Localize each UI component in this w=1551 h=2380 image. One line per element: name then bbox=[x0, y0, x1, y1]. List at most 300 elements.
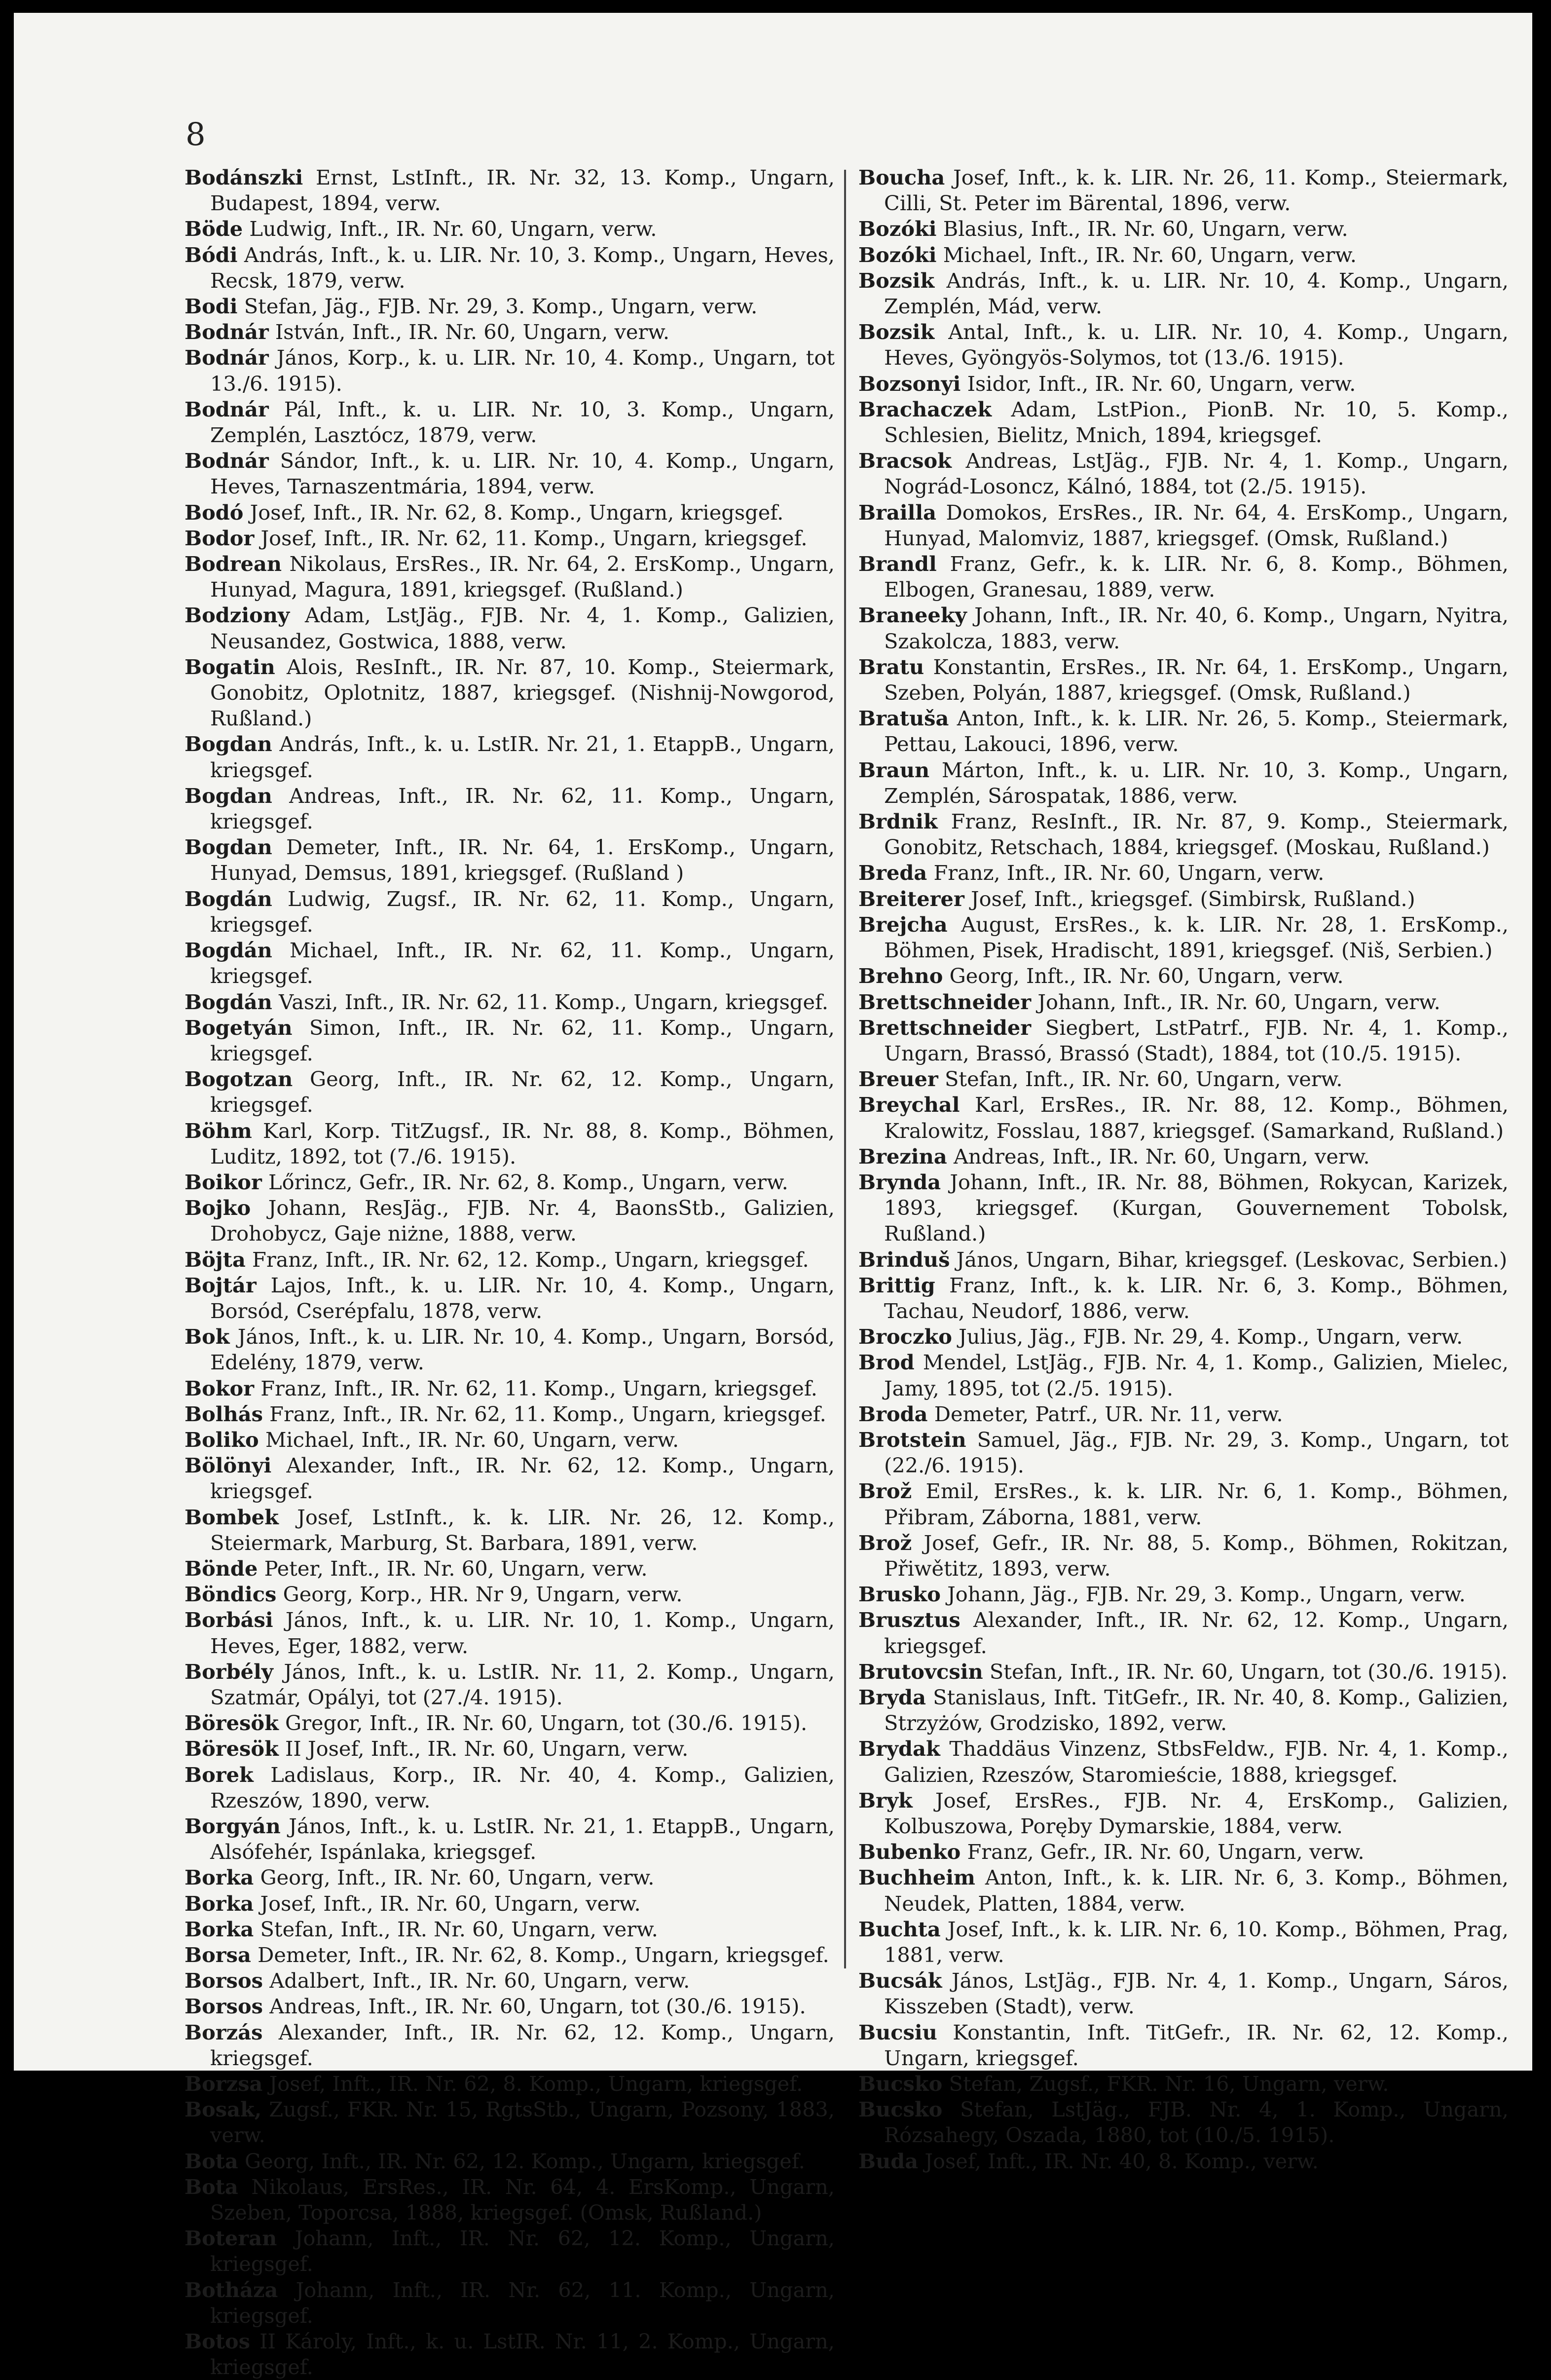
list-entry bbox=[858, 1530, 1509, 1582]
entry-details: Georg, Inft., IR. Nr. 60, Ungarn, verw. bbox=[949, 964, 1344, 988]
entry-details: Johann, Inft., IR. Nr. 62, 11. Komp., Ungarn, kriegsgef. bbox=[210, 2277, 835, 2328]
entry-details: Lőrincz, Gefr., IR. Nr. 62, 8. Komp., Ungarn, verw. bbox=[268, 1170, 788, 1194]
list-entry bbox=[858, 2097, 1509, 2148]
list-entry bbox=[858, 1685, 1509, 1736]
entry-surname: Brož bbox=[858, 1530, 912, 1555]
entry-details: Nikolaus, ErsRes., IR. Nr. 64, 4. ErsKomp., Ungarn, Szeben, Toporcsa, 1888, kriegsgef. (Omsk, Rußland.) bbox=[210, 2174, 835, 2225]
list-entry bbox=[185, 551, 835, 603]
entry-details: Anton, Inft., k. k. LIR. Nr. 6, 3. Komp., Böhmen, Neudek, Platten, 1884, verw. bbox=[884, 1865, 1509, 1916]
entry-surname: Borka bbox=[185, 1865, 254, 1890]
entry-details: János, Inft., k. u. LIR. Nr. 10, 1. Komp., Ungarn, Heves, Eger, 1882, verw. bbox=[210, 1608, 835, 1658]
entry-surname: Böde bbox=[185, 217, 243, 241]
entry-details: János, Ungarn, Bihar, kriegsgef. (Leskovac, Serbien.) bbox=[956, 1247, 1508, 1272]
entry-surname: Braun bbox=[858, 757, 930, 782]
entry-surname: Bodnár bbox=[185, 345, 269, 370]
entry-details: János, Inft., k. u. LstIR. Nr. 11, 2. Komp., Ungarn, Szatmár, Opályi, tot (27./4. 1915). bbox=[210, 1659, 835, 1709]
list-entry bbox=[858, 1144, 1509, 1170]
list-entry bbox=[185, 1376, 835, 1401]
list-entry bbox=[858, 319, 1509, 371]
entry-surname: Borzás bbox=[185, 2020, 263, 2044]
entry-surname: Borek bbox=[185, 1762, 254, 1787]
list-entry bbox=[858, 448, 1509, 499]
list-entry bbox=[858, 268, 1509, 319]
list-entry bbox=[858, 1401, 1509, 1427]
list-entry bbox=[185, 1324, 835, 1375]
entry-details: Andreas, Inft., IR. Nr. 60, Ungarn, verw. bbox=[953, 1144, 1370, 1169]
list-entry bbox=[858, 706, 1509, 757]
entry-surname: Bozóki bbox=[858, 242, 937, 267]
list-entry bbox=[185, 1968, 835, 1994]
entry-surname: Bogetyán bbox=[185, 1015, 293, 1040]
list-entry bbox=[185, 1891, 835, 1917]
list-entry bbox=[858, 2071, 1509, 2097]
list-entry bbox=[858, 1170, 1509, 1247]
entry-surname: Brandl bbox=[858, 552, 937, 576]
entry-details: Anton, Inft., k. k. LIR. Nr. 26, 5. Komp., Steiermark, Pettau, Lakouci, 1896, verw. bbox=[884, 706, 1509, 756]
entry-surname: Brachaczek bbox=[858, 397, 992, 421]
list-entry bbox=[185, 1015, 835, 1066]
entry-details: Josef, Inft., k. k. LIR. Nr. 26, 11. Komp., Steiermark, Cilli, St. Peter im Bärental, 1896, verw. bbox=[884, 165, 1509, 216]
entry-surname: Bolhás bbox=[185, 1401, 263, 1426]
list-entry bbox=[858, 1015, 1509, 1066]
entry-details: Ernst, LstInft., IR. Nr. 32, 13. Komp., Ungarn, Budapest, 1894, verw. bbox=[210, 165, 835, 216]
list-entry bbox=[185, 216, 835, 242]
entry-surname: Brod bbox=[858, 1350, 915, 1375]
list-entry bbox=[858, 1968, 1509, 2019]
entry-details: Johann, ResJäg., FJB. Nr. 4, BaonsStb., Galizien, Drohobycz, Gaje niżne, 1888, verw. bbox=[210, 1196, 835, 1246]
list-entry bbox=[858, 1247, 1509, 1273]
entry-surname: Brettschneider bbox=[858, 989, 1032, 1014]
entry-surname: Brynda bbox=[858, 1170, 941, 1194]
entry-surname: Breychal bbox=[858, 1093, 960, 1117]
entry-details: István, Inft., IR. Nr. 60, Ungarn, verw. bbox=[275, 320, 670, 344]
entry-details: Andreas, Inft., IR. Nr. 62, 11. Komp., Ungarn, kriegsgef. bbox=[210, 783, 835, 834]
entry-details: Samuel, Jäg., FJB. Nr. 29, 3. Komp., Ungarn, tot (22./6. 1915). bbox=[884, 1427, 1509, 1478]
entry-details: Josef, ErsRes., FJB. Nr. 4, ErsKomp., Galizien, Kolbuszowa, Poręby Dymarskie, 1884, verw. bbox=[884, 1788, 1509, 1838]
entry-details: Adalbert, Inft., IR. Nr. 60, Ungarn, verw. bbox=[269, 1968, 690, 1993]
entry-surname: Bryda bbox=[858, 1685, 926, 1709]
entry-surname: Bogdan bbox=[185, 783, 272, 808]
entry-surname: Böndics bbox=[185, 1582, 277, 1607]
entry-surname: Brettschneider bbox=[858, 1015, 1032, 1040]
entry-surname: Bódi bbox=[185, 242, 238, 267]
entry-details: Stefan, Jäg., FJB. Nr. 29, 3. Komp., Ungarn, verw. bbox=[244, 294, 758, 319]
list-entry bbox=[185, 526, 835, 551]
page-number: 8 bbox=[185, 116, 206, 153]
list-entry bbox=[185, 886, 835, 938]
list-entry bbox=[858, 1273, 1509, 1324]
entry-details: Johann, Inft., IR. Nr. 60, Ungarn, verw. bbox=[1037, 989, 1440, 1014]
entry-surname: Brdnik bbox=[858, 809, 938, 834]
entry-details: Demeter, Patrf., UR. Nr. 11, verw. bbox=[934, 1401, 1283, 1426]
entry-surname: Borka bbox=[185, 1917, 254, 1941]
entry-details: Nikolaus, ErsRes., IR. Nr. 64, 2. ErsKomp., Ungarn, Hunyad, Magura, 1891, kriegsgef. (Rußland.) bbox=[210, 552, 835, 602]
list-entry bbox=[185, 2020, 835, 2071]
entry-details: II Josef, Inft., IR. Nr. 60, Ungarn, verw. bbox=[285, 1737, 689, 1761]
list-entry bbox=[858, 1324, 1509, 1350]
entry-details: Demeter, Inft., IR. Nr. 64, 1. ErsKomp., Ungarn, Hunyad, Demsus, 1891, kriegsgef. (Rußland ) bbox=[210, 835, 835, 885]
entry-details: Mendel, LstJäg., FJB. Nr. 4, 1. Komp., Galizien, Mielec, Jamy, 1895, tot (2./5. 1915). bbox=[884, 1350, 1509, 1400]
list-entry bbox=[858, 165, 1509, 216]
entry-surname: Bota bbox=[185, 2174, 238, 2199]
entry-surname: Bryk bbox=[858, 1788, 913, 1813]
entry-details: Stefan, LstJäg., FJB. Nr. 4, 1. Komp., Ungarn, Rózsahegy, Oszada, 1880, tot (10./5. 1915). bbox=[884, 2097, 1509, 2148]
entry-details: Stefan, Inft., IR. Nr. 60, Ungarn, tot (30./6. 1915). bbox=[989, 1659, 1508, 1684]
entry-details: Andreas, LstJäg., FJB. Nr. 4, 1. Komp., Ungarn, Nográd-Losoncz, Kálnó, 1884, tot (2./5. 1915). bbox=[884, 449, 1509, 499]
entry-details: Lajos, Inft., k. u. LIR. Nr. 10, 4. Komp., Ungarn, Borsód, Cserépfalu, 1878, verw. bbox=[210, 1273, 835, 1323]
entry-surname: Borka bbox=[185, 1891, 254, 1916]
list-entry bbox=[185, 1710, 835, 1736]
list-entry bbox=[858, 1066, 1509, 1092]
entry-details: János, Inft., k. u. LstIR. Nr. 21, 1. EtappB., Ungarn, Alsófehér, Ispánlaka, kriegsgef. bbox=[210, 1814, 835, 1864]
entry-surname: Bucsko bbox=[858, 2072, 943, 2096]
entry-details: András, Inft., k. u. LIR. Nr. 10, 4. Komp., Ungarn, Zemplén, Mád, verw. bbox=[884, 268, 1509, 319]
entry-details: Adam, LstJäg., FJB. Nr. 4, 1. Komp., Galizien, Neusandez, Gostwica, 1888, verw. bbox=[210, 603, 835, 653]
entry-details: Stefan, Inft., IR. Nr. 60, Ungarn, verw. bbox=[945, 1067, 1343, 1092]
entry-surname: Borbási bbox=[185, 1608, 273, 1632]
entry-surname: Bubenko bbox=[858, 1840, 961, 1864]
entry-details: Pál, Inft., k. u. LIR. Nr. 10, 3. Komp., Ungarn, Zemplén, Lasztócz, 1879, verw. bbox=[210, 397, 835, 448]
entry-details: Ludwig, Zugsf., IR. Nr. 62, 11. Komp., Ungarn, kriegsgef. bbox=[210, 886, 835, 937]
list-entry bbox=[185, 1247, 835, 1273]
list-entry bbox=[858, 1917, 1509, 1968]
list-entry bbox=[185, 1917, 835, 1942]
entry-details: Antal, Inft., k. u. LIR. Nr. 10, 4. Komp., Ungarn, Heves, Gyöngyös-Solymos, tot (13./6. 1915). bbox=[884, 320, 1509, 370]
list-entry bbox=[185, 1556, 835, 1582]
entry-surname: Bogatin bbox=[185, 654, 275, 679]
entry-surname: Boikor bbox=[185, 1170, 262, 1194]
entry-details: Franz, Inft., IR. Nr. 62, 11. Komp., Ungarn, kriegsgef. bbox=[269, 1401, 826, 1426]
entry-details: Josef, Inft., IR. Nr. 62, 8. Komp., Ungarn, kriegsgef. bbox=[250, 500, 784, 525]
entry-details: Julius, Jäg., FJB. Nr. 29, 4. Komp., Ungarn, verw. bbox=[959, 1324, 1463, 1349]
entry-surname: Bodánszki bbox=[185, 165, 303, 189]
entry-details: Alexander, Inft., IR. Nr. 62, 12. Komp., Ungarn, kriegsgef. bbox=[210, 2020, 835, 2070]
list-entry bbox=[185, 500, 835, 526]
entry-details: Josef, Inft., IR. Nr. 62, 8. Komp., Ungarn, kriegsgef. bbox=[269, 2072, 803, 2096]
entry-surname: Borbély bbox=[185, 1659, 273, 1684]
entry-surname: Brydak bbox=[858, 1737, 940, 1761]
entry-details: Franz, Inft., k. k. LIR. Nr. 6, 3. Komp., Böhmen, Tachau, Neudorf, 1886, verw. bbox=[884, 1273, 1509, 1323]
list-entry bbox=[185, 1505, 835, 1556]
list-entry bbox=[185, 1736, 835, 1762]
entry-details: Zugsf., FKR. Nr. 15, RgtsStb., Ungarn, Pozsony, 1883, verw. bbox=[210, 2097, 835, 2148]
entry-details: Josef, Inft., IR. Nr. 40, 8. Komp., verw. bbox=[924, 2149, 1319, 2173]
list-entry bbox=[858, 371, 1509, 397]
entry-surname: Bucsák bbox=[858, 1968, 942, 1993]
entry-surname: Boteran bbox=[185, 2226, 277, 2251]
entry-surname: Brehno bbox=[858, 964, 943, 988]
list-entry bbox=[185, 1118, 835, 1170]
list-entry bbox=[185, 165, 835, 216]
entry-surname: Bogotzan bbox=[185, 1067, 293, 1092]
entry-details: Johann, Jäg., FJB. Nr. 29, 3. Komp., Ungarn, verw. bbox=[947, 1582, 1466, 1607]
entry-details: Konstantin, Inft. TitGefr., IR. Nr. 62, 12. Komp., Ungarn, kriegsgef. bbox=[884, 2020, 1509, 2070]
list-entry bbox=[185, 345, 835, 396]
entry-surname: Bota bbox=[185, 2149, 238, 2173]
entry-details: Sándor, Inft., k. u. LIR. Nr. 10, 4. Komp., Ungarn, Heves, Tarnaszentmária, 1894, verw. bbox=[210, 449, 835, 499]
entry-surname: Bodor bbox=[185, 526, 255, 550]
entry-surname: Brusko bbox=[858, 1582, 941, 1607]
list-entry bbox=[185, 1427, 835, 1453]
entry-surname: Bok bbox=[185, 1324, 230, 1349]
entry-surname: Bönde bbox=[185, 1556, 258, 1581]
list-entry bbox=[185, 2071, 835, 2097]
entry-details: Karl, Korp. TitZugsf., IR. Nr. 88, 8. Komp., Böhmen, Luditz, 1892, tot (7./6. 1915). bbox=[210, 1118, 835, 1169]
entry-surname: Bodnár bbox=[185, 397, 269, 421]
list-entry bbox=[858, 1350, 1509, 1401]
entry-surname: Bratu bbox=[858, 654, 924, 679]
list-entry bbox=[858, 963, 1509, 989]
entry-surname: Bogdan bbox=[185, 835, 272, 860]
entry-surname: Brotstein bbox=[858, 1427, 966, 1452]
list-entry bbox=[858, 1607, 1509, 1659]
entry-details: Stefan, Inft., IR. Nr. 60, Ungarn, verw. bbox=[260, 1917, 658, 1941]
entry-surname: Böjta bbox=[185, 1247, 246, 1272]
entry-surname: Bodnár bbox=[185, 320, 269, 344]
entry-details: Domokos, ErsRes., IR. Nr. 64, 4. ErsKomp., Ungarn, Hunyad, Malomviz, 1887, kriegsgef. (Omsk, Rußland.) bbox=[884, 500, 1509, 550]
entry-details: Franz, Gefr., IR. Nr. 60, Ungarn, verw. bbox=[967, 1840, 1365, 1864]
list-entry bbox=[858, 1427, 1509, 1478]
entry-details: Adam, LstPion., PionB. Nr. 10, 5. Komp., Schlesien, Bielitz, Mnich, 1894, kriegsgef. bbox=[884, 397, 1509, 448]
entry-surname: Botháza bbox=[185, 2277, 278, 2302]
entry-details: János, Inft., k. u. LIR. Nr. 10, 4. Komp., Ungarn, Borsód, Edelény, 1879, verw. bbox=[210, 1324, 835, 1375]
entry-details: Josef, Inft., k. k. LIR. Nr. 6, 10. Komp., Böhmen, Prag, 1881, verw. bbox=[884, 1917, 1509, 1967]
entry-surname: Bokor bbox=[185, 1376, 255, 1400]
entry-details: Georg, Inft., IR. Nr. 62, 12. Komp., Ungarn, kriegsgef. bbox=[210, 1067, 835, 1117]
list-entry bbox=[185, 2226, 835, 2277]
list-entry bbox=[858, 1736, 1509, 1787]
entry-surname: Bojtár bbox=[185, 1273, 257, 1297]
list-entry bbox=[185, 938, 835, 989]
entry-surname: Brož bbox=[858, 1479, 912, 1504]
entry-surname: Breda bbox=[858, 861, 927, 885]
list-entry bbox=[185, 1994, 835, 2019]
entry-surname: Bozsik bbox=[858, 268, 935, 293]
list-entry bbox=[185, 2329, 835, 2380]
entry-details: András, Inft., k. u. LIR. Nr. 10, 3. Komp., Ungarn, Heves, Recsk, 1879, verw. bbox=[210, 242, 835, 293]
list-entry bbox=[858, 886, 1509, 912]
column-divider bbox=[844, 170, 846, 1968]
list-entry bbox=[185, 1170, 835, 1195]
entry-details: Ludwig, Inft., IR. Nr. 60, Ungarn, verw. bbox=[249, 217, 657, 241]
entry-surname: Bölönyi bbox=[185, 1453, 272, 1478]
right-column bbox=[858, 165, 1509, 2174]
entry-details: Simon, Inft., IR. Nr. 62, 11. Komp., Ungarn, kriegsgef. bbox=[210, 1015, 835, 1065]
list-entry bbox=[185, 397, 835, 448]
entry-details: Peter, Inft., IR. Nr. 60, Ungarn, verw. bbox=[264, 1556, 648, 1581]
entry-details: II Károly, Inft., k. u. LstIR. Nr. 11, 2. Komp., Ungarn, kriegsgef. bbox=[210, 2329, 835, 2380]
entry-surname: Borgyán bbox=[185, 1814, 281, 1838]
list-entry bbox=[858, 551, 1509, 603]
list-entry bbox=[185, 1762, 835, 1813]
entry-surname: Brinduš bbox=[858, 1247, 950, 1272]
list-entry bbox=[858, 2020, 1509, 2071]
entry-surname: Bodó bbox=[185, 500, 244, 525]
entry-details: Franz, ResInft., IR. Nr. 87, 9. Komp., Steiermark, Gonobitz, Retschach, 1884, kriegsgef. (Moskau, Rußland.) bbox=[884, 809, 1509, 860]
entry-details: Georg, Inft., IR. Nr. 60, Ungarn, verw. bbox=[260, 1865, 655, 1890]
entry-surname: Bogdán bbox=[185, 938, 272, 963]
entry-details: Georg, Korp., HR. Nr 9, Ungarn, verw. bbox=[283, 1582, 683, 1607]
entry-details: Siegbert, LstPatrf., FJB. Nr. 4, 1. Komp., Ungarn, Brassó, Brassó (Stadt), 1884, tot (10./5. 1915). bbox=[884, 1015, 1509, 1065]
list-entry bbox=[185, 783, 835, 834]
list-entry bbox=[858, 860, 1509, 886]
entry-surname: Borsos bbox=[185, 1968, 263, 1993]
entry-surname: Boliko bbox=[185, 1427, 259, 1452]
entry-surname: Böresök bbox=[185, 1711, 279, 1736]
entry-surname: Braneeky bbox=[858, 603, 967, 628]
list-entry bbox=[185, 448, 835, 499]
list-entry bbox=[858, 1478, 1509, 1530]
entry-surname: Bozóki bbox=[858, 217, 937, 241]
list-entry bbox=[185, 1273, 835, 1324]
list-entry bbox=[185, 1813, 835, 1865]
entry-surname: Bojko bbox=[185, 1196, 251, 1220]
entry-details: Josef, Inft., kriegsgef. (Simbirsk, Rußland.) bbox=[971, 886, 1415, 911]
entry-details: Stanislaus, Inft. TitGefr., IR. Nr. 40, 8. Komp., Galizien, Strzyżów, Grodzisko, 1892, verw. bbox=[884, 1685, 1509, 1736]
list-entry bbox=[858, 989, 1509, 1015]
entry-details: Márton, Inft., k. u. LIR. Nr. 10, 3. Komp., Ungarn, Zemplén, Sárospatak, 1886, verw. bbox=[884, 757, 1509, 808]
entry-surname: Bodi bbox=[185, 294, 238, 319]
entry-surname: Breuer bbox=[858, 1067, 938, 1092]
entry-details: Johann, Inft., IR. Nr. 40, 6. Komp., Ungarn, Nyitra, Szakolcza, 1883, verw. bbox=[884, 603, 1509, 653]
entry-surname: Buchheim bbox=[858, 1865, 975, 1890]
entry-details: Vaszi, Inft., IR. Nr. 62, 11. Komp., Ungarn, kriegsgef. bbox=[279, 989, 829, 1014]
list-entry bbox=[185, 2277, 835, 2329]
entry-details: Konstantin, ErsRes., IR. Nr. 64, 1. ErsKomp., Ungarn, Szeben, Polyán, 1887, kriegsgef. (Omsk, Rußland.) bbox=[884, 654, 1509, 705]
list-entry bbox=[858, 603, 1509, 654]
entry-details: Johann, Inft., IR. Nr. 62, 12. Komp., Ungarn, kriegsgef. bbox=[210, 2226, 835, 2276]
entry-details: Alexander, Inft., IR. Nr. 62, 12. Komp., Ungarn, kriegsgef. bbox=[884, 1608, 1509, 1658]
entry-details: Josef, Gefr., IR. Nr. 88, 5. Komp., Böhmen, Rokitzan, Přiwětitz, 1893, verw. bbox=[884, 1530, 1509, 1581]
entry-surname: Bogdán bbox=[185, 886, 272, 911]
entry-surname: Borzsa bbox=[185, 2072, 263, 2096]
entry-surname: Broczko bbox=[858, 1324, 952, 1349]
entry-details: Stefan, Zugsf., FKR. Nr. 16, Ungarn, verw. bbox=[949, 2072, 1389, 2096]
entry-details: Franz, Inft., IR. Nr. 62, 11. Komp., Ungarn, kriegsgef. bbox=[260, 1376, 817, 1400]
entry-surname: Brejcha bbox=[858, 912, 948, 937]
entry-details: Blasius, Inft., IR. Nr. 60, Ungarn, verw. bbox=[943, 217, 1348, 241]
entry-surname: Boucha bbox=[858, 165, 945, 189]
entry-surname: Bratuša bbox=[858, 706, 949, 731]
entry-surname: Brailla bbox=[858, 500, 937, 525]
list-entry bbox=[858, 654, 1509, 706]
entry-surname: Bogdán bbox=[185, 989, 272, 1014]
entry-surname: Borsa bbox=[185, 1943, 251, 1967]
list-entry bbox=[185, 1195, 835, 1247]
entry-details: Alexander, Inft., IR. Nr. 62, 12. Komp., Ungarn, kriegsgef. bbox=[210, 1453, 835, 1504]
entry-surname: Brusztus bbox=[858, 1608, 960, 1632]
list-entry bbox=[185, 1066, 835, 1118]
entry-details: Emil, ErsRes., k. k. LIR. Nr. 6, 1. Komp., Böhmen, Přibram, Záborna, 1881, verw. bbox=[884, 1479, 1509, 1529]
entry-surname: Bodnár bbox=[185, 449, 269, 473]
entry-surname: Bodziony bbox=[185, 603, 290, 628]
list-entry bbox=[858, 2149, 1509, 2174]
entry-details: Isidor, Inft., IR. Nr. 60, Ungarn, verw. bbox=[967, 371, 1356, 396]
entry-surname: Bozsik bbox=[858, 320, 935, 344]
list-entry bbox=[858, 809, 1509, 860]
entry-details: Josef, LstInft., k. k. LIR. Nr. 26, 12. Komp., Steiermark, Marburg, St. Barbara, 1891, verw. bbox=[210, 1505, 835, 1555]
list-entry bbox=[185, 2097, 835, 2148]
entry-details: Michael, Inft., IR. Nr. 60, Ungarn, verw. bbox=[943, 242, 1357, 267]
entry-surname: Buchta bbox=[858, 1917, 941, 1941]
entry-details: Ladislaus, Korp., IR. Nr. 40, 4. Komp., Galizien, Rzeszów, 1890, verw. bbox=[210, 1762, 835, 1813]
entry-details: Josef, Inft., IR. Nr. 62, 11. Komp., Ungarn, kriegsgef. bbox=[260, 526, 808, 550]
entry-surname: Böresök bbox=[185, 1737, 279, 1761]
entry-details: János, Korp., k. u. LIR. Nr. 10, 4. Komp., Ungarn, tot 13./6. 1915). bbox=[210, 345, 835, 396]
entry-details: Michael, Inft., IR. Nr. 60, Ungarn, verw. bbox=[265, 1427, 679, 1452]
entry-surname: Borsos bbox=[185, 1994, 263, 2019]
list-entry bbox=[185, 834, 835, 886]
list-entry bbox=[858, 1788, 1509, 1839]
entry-details: Gregor, Inft., IR. Nr. 60, Ungarn, tot (30./6. 1915). bbox=[285, 1711, 808, 1736]
list-entry bbox=[858, 1839, 1509, 1865]
list-entry bbox=[185, 1453, 835, 1504]
entry-surname: Bodrean bbox=[185, 552, 282, 576]
entry-surname: Brittig bbox=[858, 1273, 935, 1297]
list-entry bbox=[185, 2174, 835, 2226]
list-entry bbox=[858, 216, 1509, 242]
entry-surname: Böhm bbox=[185, 1118, 252, 1143]
entry-details: Georg, Inft., IR. Nr. 62, 12. Komp., Ungarn, kriegsgef. bbox=[245, 2149, 805, 2173]
entry-surname: Bucsko bbox=[858, 2097, 943, 2122]
list-entry bbox=[185, 1659, 835, 1710]
list-entry bbox=[858, 912, 1509, 963]
entry-surname: Bogdan bbox=[185, 732, 272, 756]
list-entry bbox=[185, 1401, 835, 1427]
list-entry bbox=[185, 731, 835, 783]
entry-details: János, LstJäg., FJB. Nr. 4, 1. Komp., Ungarn, Sáros, Kisszeben (Stadt), verw. bbox=[884, 1968, 1509, 2019]
entry-details: Michael, Inft., IR. Nr. 62, 11. Komp., Ungarn, kriegsgef. bbox=[210, 938, 835, 988]
list-entry bbox=[858, 1092, 1509, 1143]
entry-details: András, Inft., k. u. LstIR. Nr. 21, 1. EtappB., Ungarn, kriegsgef. bbox=[210, 732, 835, 782]
entry-surname: Botos bbox=[185, 2329, 250, 2354]
list-entry bbox=[858, 1659, 1509, 1685]
entry-details: Johann, Inft., IR. Nr. 88, Böhmen, Rokycan, Karizek, 1893, kriegsgef. (Kurgan, Gouvernement Tobolsk, Rußland.) bbox=[884, 1170, 1509, 1246]
document-page bbox=[14, 13, 1532, 2380]
list-entry bbox=[185, 242, 835, 294]
list-entry bbox=[185, 1865, 835, 1890]
list-entry bbox=[185, 1942, 835, 1968]
entry-details: Karl, ErsRes., IR. Nr. 88, 12. Komp., Böhmen, Kralowitz, Fosslau, 1887, kriegsgef. (Samarkand, Rußland.) bbox=[884, 1093, 1509, 1143]
entry-surname: Bucsiu bbox=[858, 2020, 937, 2044]
entry-surname: Bracsok bbox=[858, 449, 952, 473]
entry-surname: Brutovcsin bbox=[858, 1659, 983, 1684]
entry-details: Andreas, Inft., IR. Nr. 60, Ungarn, tot (30./6. 1915). bbox=[269, 1994, 806, 2019]
entry-details: Thaddäus Vinzenz, StbsFeldw., FJB. Nr. 4, 1. Komp., Galizien, Rzeszów, Staromieście, 1888, kriegsgef. bbox=[884, 1737, 1509, 1787]
list-entry bbox=[185, 603, 835, 654]
entry-surname: Bombek bbox=[185, 1505, 279, 1529]
entry-surname: Breiterer bbox=[858, 886, 964, 911]
list-entry bbox=[185, 1607, 835, 1659]
list-entry bbox=[185, 294, 835, 319]
list-entry bbox=[185, 2149, 835, 2174]
entry-surname: Bosak, bbox=[185, 2097, 262, 2122]
entry-details: Franz, Inft., IR. Nr. 60, Ungarn, verw. bbox=[933, 861, 1325, 885]
list-entry bbox=[858, 397, 1509, 448]
list-entry bbox=[858, 757, 1509, 809]
entry-details: Josef, Inft., IR. Nr. 60, Ungarn, verw. bbox=[260, 1891, 641, 1916]
list-entry bbox=[858, 500, 1509, 551]
list-entry bbox=[858, 1865, 1509, 1916]
entry-details: Demeter, Inft., IR. Nr. 62, 8. Komp., Ungarn, kriegsgef. bbox=[258, 1943, 829, 1967]
entry-surname: Bozsonyi bbox=[858, 371, 961, 396]
left-column bbox=[185, 165, 835, 2380]
list-entry bbox=[858, 1582, 1509, 1607]
list-entry bbox=[185, 989, 835, 1015]
entry-surname: Broda bbox=[858, 1401, 928, 1426]
list-entry bbox=[185, 654, 835, 732]
entry-details: August, ErsRes., k. k. LIR. Nr. 28, 1. ErsKomp., Böhmen, Pisek, Hradischt, 1891, kriegsgef. (Niš, Serbien.) bbox=[884, 912, 1509, 963]
